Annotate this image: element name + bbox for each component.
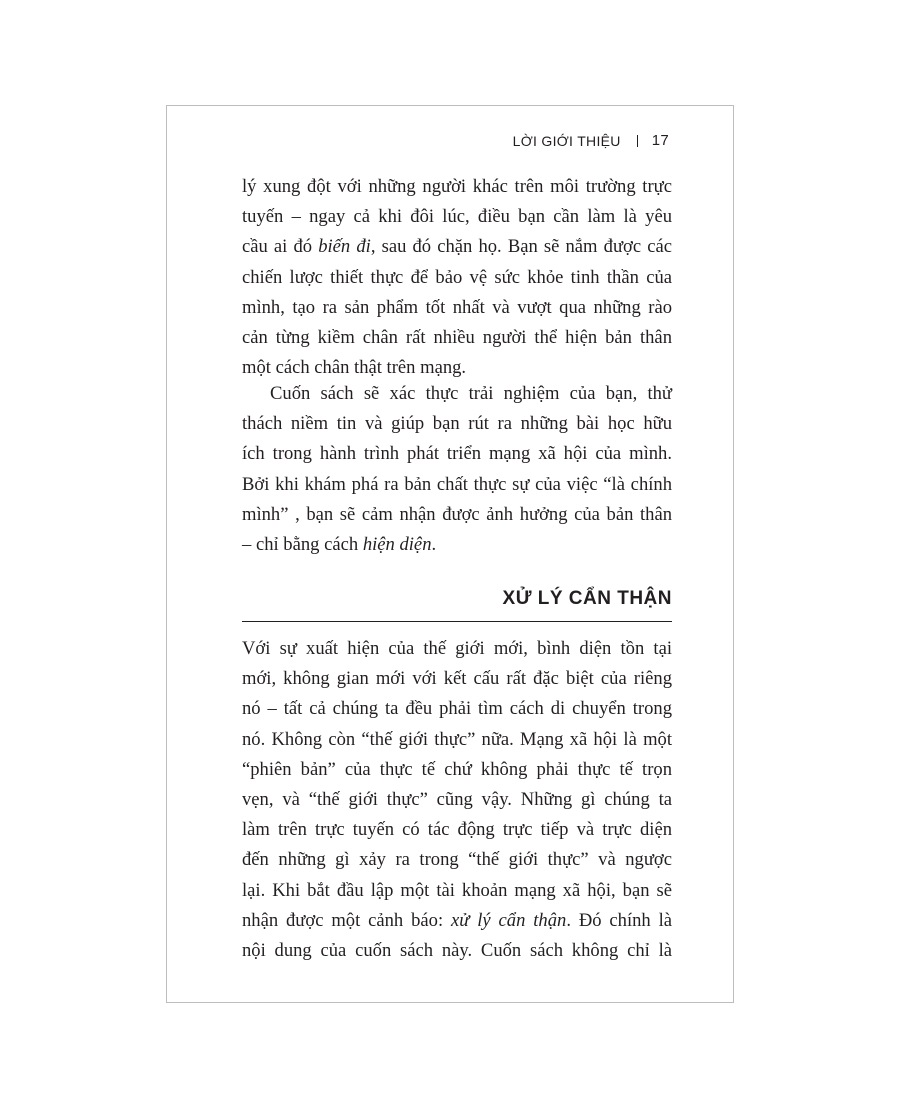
text-line: thách niềm tin và giúp bạn rút ra những bài học hữu <box>242 413 672 435</box>
text-line: ích trong hành trình phát triển mạng xã hội của mình. <box>242 443 672 465</box>
paragraph <box>242 634 672 966</box>
text-line <box>242 906 672 936</box>
text-line: vẹn, và “thế giới thực” cũng vậy. Những gì chúng ta <box>242 789 672 811</box>
text-run: . Đó chính là <box>566 909 673 931</box>
text-run: nhận được một cảnh báo: <box>242 909 451 931</box>
italic-phrase: biến đi <box>318 236 371 258</box>
text-line: chiến lược thiết thực để bảo vệ sức khỏe tinh thần của <box>242 266 672 288</box>
text-line: đến những gì xảy ra trong “thế giới thực” và ngược <box>242 849 672 871</box>
text-line: Cuốn sách sẽ xác thực trải nghiệm của bạn, thử <box>270 383 672 404</box>
text-line: một cách chân thật trên mạng. <box>242 357 467 379</box>
text-line: nó. Không còn “thế giới thực” nữa. Mạng xã hội là một <box>242 728 672 750</box>
text-run: cầu ai đó <box>242 236 319 258</box>
paragraph-continued <box>242 172 672 383</box>
running-header-title: LỜI GIỚI THIỆU <box>512 132 621 149</box>
text-line: mới, không gian mới với kết cấu rất đặc biệt của riêng <box>242 668 672 690</box>
text-line: tuyến – ngay cả khi đôi lúc, điều bạn cần làm là yêu <box>242 206 672 228</box>
book-page <box>166 105 734 1003</box>
text-line: nội dung của cuốn sách này. Cuốn sách không chỉ là <box>242 940 672 962</box>
text-line: lại. Khi bắt đầu lập một tài khoản mạng xã hội, bạn sẽ <box>242 879 672 901</box>
text-run: . <box>431 534 437 556</box>
text-line: lý xung đột với những người khác trên môi trường trực <box>242 176 672 197</box>
paragraph <box>242 379 672 560</box>
italic-phrase: xử lý cẩn thận <box>450 909 567 931</box>
section-heading: XỬ LÝ CẨN THẬN <box>242 584 672 622</box>
italic-phrase: hiện diện <box>362 534 432 556</box>
text-line: Với sự xuất hiện của thế giới mới, bình diện tồn tại <box>242 638 672 659</box>
text-line: “phiên bản” của thực tế chứ không phải thực tế trọn <box>242 758 672 780</box>
text-line: nó – tất cả chúng ta đều phải tìm cách di chuyển trong <box>242 698 672 720</box>
text-line: làm trên trực tuyến có tác động trực tiếp và trực diện <box>242 819 672 841</box>
text-line: Bởi khi khám phá ra bản chất thực sự của việc “là chính <box>242 473 672 495</box>
header-separator <box>637 135 638 147</box>
text-line: mình, tạo ra sản phẩm tốt nhất và vượt qua những rào <box>242 296 672 318</box>
text-line: mình” , bạn sẽ cảm nhận được ảnh hưởng của bản thân <box>242 503 672 525</box>
text-line <box>242 530 672 560</box>
text-run: , sau đó chặn họ. Bạn sẽ nắm được các <box>370 236 672 258</box>
text-line <box>242 232 672 262</box>
text-line: cản từng kiềm chân rất nhiều người thể hiện bản thân <box>242 327 672 349</box>
running-header <box>513 132 669 149</box>
text-run: – chỉ bằng cách <box>242 534 363 556</box>
page-number: 17 <box>651 132 669 149</box>
